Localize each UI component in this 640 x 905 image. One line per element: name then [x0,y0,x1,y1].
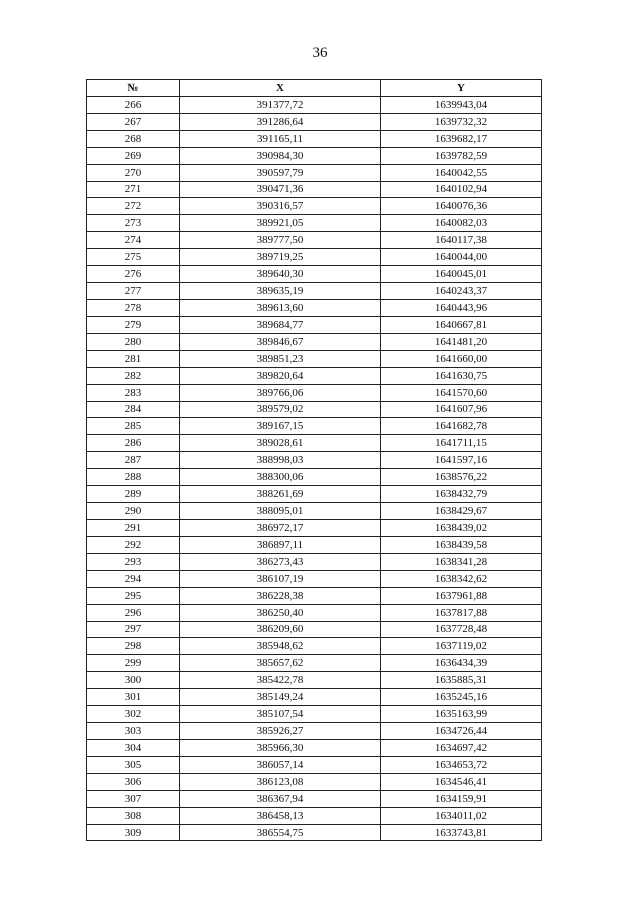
table-row [87,807,542,824]
table-row [87,96,542,113]
table-row [87,350,542,367]
table-row [87,621,542,638]
cell-x: 385948,62 [180,638,381,655]
cell-x: 386554,75 [180,824,381,841]
table-row [87,249,542,266]
cell-y: 1640243,37 [381,283,542,300]
cell-y: 1635245,16 [381,689,542,706]
cell-x: 385422,78 [180,672,381,689]
cell-y: 1638439,58 [381,536,542,553]
cell-y: 1638342,62 [381,570,542,587]
cell-y: 1635885,31 [381,672,542,689]
cell-y: 1634011,02 [381,807,542,824]
table-row [87,266,542,283]
cell-number: 295 [87,587,180,604]
cell-y: 1637817,88 [381,604,542,621]
table-row [87,739,542,756]
cell-x: 389820,64 [180,367,381,384]
header-row [87,80,542,97]
cell-x: 389851,23 [180,350,381,367]
table-row [87,706,542,723]
cell-x: 388300,06 [180,469,381,486]
cell-y: 1634697,42 [381,739,542,756]
cell-y: 1639782,59 [381,147,542,164]
cell-number: 307 [87,790,180,807]
cell-y: 1637961,88 [381,587,542,604]
cell-x: 386107,19 [180,570,381,587]
cell-number: 276 [87,266,180,283]
cell-number: 280 [87,333,180,350]
cell-x: 388095,01 [180,503,381,520]
cell-number: 289 [87,486,180,503]
table-row [87,198,542,215]
table-row [87,638,542,655]
cell-y: 1640443,96 [381,299,542,316]
cell-number: 302 [87,706,180,723]
cell-number: 282 [87,367,180,384]
cell-number: 309 [87,824,180,841]
cell-x: 385657,62 [180,655,381,672]
cell-number: 305 [87,756,180,773]
cell-y: 1638576,22 [381,469,542,486]
table-row [87,655,542,672]
cell-y: 1641630,75 [381,367,542,384]
cell-y: 1638439,02 [381,519,542,536]
cell-y: 1640045,01 [381,266,542,283]
cell-number: 290 [87,503,180,520]
cell-number: 272 [87,198,180,215]
cell-x: 386250,40 [180,604,381,621]
cell-x: 385966,30 [180,739,381,756]
cell-x: 386897,11 [180,536,381,553]
table-header [87,80,542,97]
cell-number: 275 [87,249,180,266]
cell-y: 1638341,28 [381,553,542,570]
cell-y: 1639732,32 [381,113,542,130]
cell-y: 1634726,44 [381,723,542,740]
cell-number: 268 [87,130,180,147]
cell-y: 1635163,99 [381,706,542,723]
cell-number: 308 [87,807,180,824]
cell-number: 286 [87,435,180,452]
cell-x: 389613,60 [180,299,381,316]
cell-x: 389579,02 [180,401,381,418]
cell-number: 300 [87,672,180,689]
cell-y: 1641570,60 [381,384,542,401]
cell-number: 284 [87,401,180,418]
cell-number: 271 [87,181,180,198]
table-body [87,96,542,841]
table-row [87,215,542,232]
cell-y: 1640044,00 [381,249,542,266]
cell-x: 386123,08 [180,773,381,790]
cell-x: 389777,50 [180,232,381,249]
cell-number: 269 [87,147,180,164]
cell-x: 385926,27 [180,723,381,740]
table-row [87,723,542,740]
cell-x: 391377,72 [180,96,381,113]
cell-y: 1633743,81 [381,824,542,841]
cell-y: 1640042,55 [381,164,542,181]
table-row [87,316,542,333]
cell-number: 283 [87,384,180,401]
table-row [87,181,542,198]
cell-number: 270 [87,164,180,181]
table-row [87,672,542,689]
table-row [87,130,542,147]
cell-number: 278 [87,299,180,316]
table-row [87,824,542,841]
cell-y: 1641682,78 [381,418,542,435]
header-y: Y [381,80,542,97]
cell-x: 390316,57 [180,198,381,215]
cell-y: 1640117,38 [381,232,542,249]
cell-number: 303 [87,723,180,740]
table-row [87,553,542,570]
cell-y: 1640102,94 [381,181,542,198]
cell-y: 1636434,39 [381,655,542,672]
coordinates-table [86,79,542,841]
cell-y: 1641481,20 [381,333,542,350]
cell-number: 266 [87,96,180,113]
header-number: № [87,80,180,97]
cell-y: 1639943,04 [381,96,542,113]
cell-x: 386972,17 [180,519,381,536]
cell-number: 294 [87,570,180,587]
cell-x: 389684,77 [180,316,381,333]
cell-y: 1638432,79 [381,486,542,503]
cell-y: 1640667,81 [381,316,542,333]
cell-x: 390984,30 [180,147,381,164]
header-x: X [180,80,381,97]
cell-y: 1641660,00 [381,350,542,367]
cell-y: 1640076,36 [381,198,542,215]
cell-number: 304 [87,739,180,756]
cell-x: 389766,06 [180,384,381,401]
cell-y: 1641607,96 [381,401,542,418]
table-row [87,604,542,621]
cell-x: 386057,14 [180,756,381,773]
cell-x: 389640,30 [180,266,381,283]
cell-y: 1640082,03 [381,215,542,232]
cell-y: 1641597,16 [381,452,542,469]
cell-x: 389921,05 [180,215,381,232]
table-row [87,333,542,350]
cell-number: 273 [87,215,180,232]
table-row [87,756,542,773]
cell-y: 1634159,91 [381,790,542,807]
cell-number: 267 [87,113,180,130]
cell-number: 279 [87,316,180,333]
cell-y: 1641711,15 [381,435,542,452]
cell-number: 291 [87,519,180,536]
cell-x: 388998,03 [180,452,381,469]
cell-number: 299 [87,655,180,672]
cell-x: 386458,13 [180,807,381,824]
cell-x: 389719,25 [180,249,381,266]
table-row [87,147,542,164]
cell-y: 1634546,41 [381,773,542,790]
cell-x: 390597,79 [180,164,381,181]
cell-number: 274 [87,232,180,249]
cell-x: 386209,60 [180,621,381,638]
cell-number: 293 [87,553,180,570]
cell-number: 306 [87,773,180,790]
table-row [87,113,542,130]
cell-number: 277 [87,283,180,300]
table-row [87,299,542,316]
table-row [87,689,542,706]
table-row [87,367,542,384]
cell-y: 1638429,67 [381,503,542,520]
table-row [87,452,542,469]
table-row [87,401,542,418]
table-row [87,232,542,249]
cell-x: 388261,69 [180,486,381,503]
table-row [87,773,542,790]
table-row [87,384,542,401]
cell-x: 389846,67 [180,333,381,350]
cell-number: 288 [87,469,180,486]
table-row [87,283,542,300]
table-row [87,486,542,503]
cell-x: 391286,64 [180,113,381,130]
table-row [87,503,542,520]
cell-x: 386367,94 [180,790,381,807]
cell-x: 389635,19 [180,283,381,300]
cell-x: 386273,43 [180,553,381,570]
cell-y: 1634653,72 [381,756,542,773]
cell-x: 389167,15 [180,418,381,435]
cell-x: 385107,54 [180,706,381,723]
cell-x: 386228,38 [180,587,381,604]
cell-y: 1637728,48 [381,621,542,638]
table-row [87,418,542,435]
table-row [87,587,542,604]
cell-number: 301 [87,689,180,706]
table-row [87,164,542,181]
cell-x: 385149,24 [180,689,381,706]
cell-x: 391165,11 [180,130,381,147]
table-row [87,469,542,486]
table-row [87,519,542,536]
cell-number: 298 [87,638,180,655]
cell-y: 1639682,17 [381,130,542,147]
cell-number: 292 [87,536,180,553]
cell-number: 297 [87,621,180,638]
cell-number: 296 [87,604,180,621]
cell-number: 285 [87,418,180,435]
table-row [87,536,542,553]
cell-x: 389028,61 [180,435,381,452]
cell-number: 281 [87,350,180,367]
table-row [87,435,542,452]
cell-y: 1637119,02 [381,638,542,655]
cell-x: 390471,36 [180,181,381,198]
cell-number: 287 [87,452,180,469]
table-row [87,570,542,587]
table-row [87,790,542,807]
page-number: 36 [312,45,328,61]
